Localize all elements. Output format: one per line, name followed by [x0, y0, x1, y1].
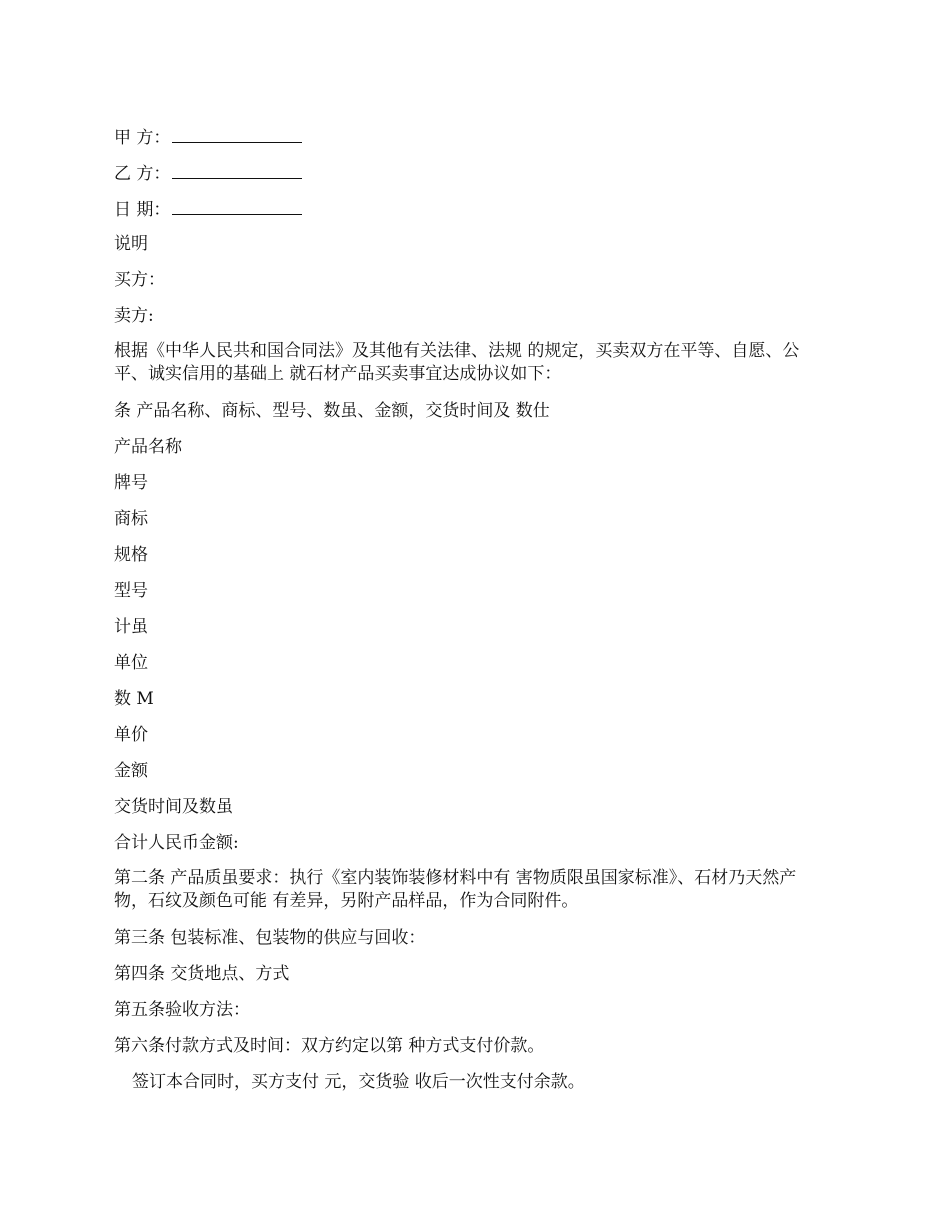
article-5: 第五条验收方法：: [114, 1000, 250, 1020]
party-b-label: 乙 方：: [114, 164, 171, 184]
total-amount-line: 合计人民币金额:: [114, 833, 239, 853]
item-delivery-time: 交货时间及数虽: [114, 797, 233, 817]
contract-body: [114, 124, 830, 1106]
party-a-field: [114, 124, 830, 160]
section-shuoming: 说明: [114, 234, 148, 254]
article-6: 第六条付款方式及时间：双方约定以第 种方式支付价款。: [114, 1036, 545, 1056]
date-label: 日 期：: [114, 200, 171, 220]
article-1: 条 产品名称、商标、型号、数虽、金额，交货时间及 数仕: [114, 401, 550, 421]
item-unit: 单位: [114, 653, 148, 673]
item-trademark: 商标: [114, 509, 148, 529]
item-product-name: 产品名称: [114, 437, 182, 457]
intro-paragraph: 根据《中华人民共和国合同法》及其他有关法律、法规 的规定，买卖双方在平等、自愿、公平、诚实信用的基础上 就石材产品买卖事宜达成协议如下：: [114, 341, 800, 384]
item-amount: 金额: [114, 761, 148, 781]
buyer-line: 买方：: [114, 270, 165, 290]
item-model: 型号: [114, 581, 148, 601]
item-unit-price: 单价: [114, 725, 148, 745]
article-3: 第三条 包装标准、包装物的供应与回收：: [114, 928, 426, 948]
party-b-blank: [172, 160, 302, 179]
seller-line: 卖方:: [114, 306, 154, 326]
payment-option-1: 签订本合同时，买方支付 元，交货验 收后一次性支付余款。: [132, 1072, 585, 1092]
item-brand-number: 牌号: [114, 473, 148, 493]
item-quantity: 数 M: [114, 689, 154, 709]
date-blank: [172, 196, 302, 215]
article-4: 第四条 交货地点、方式: [114, 964, 290, 984]
item-measure: 计虽: [114, 617, 148, 637]
party-a-blank: [172, 124, 302, 143]
item-specification: 规格: [114, 545, 148, 565]
party-b-field: [114, 160, 830, 196]
article-2: 第二条 产品质虽要求：执行《室内装饰装修材料中有 害物质限虽国家标准》、石材乃天然产物，石纹及颜色可能 有差异，另附产品样品，作为合同附件。: [114, 868, 797, 911]
party-a-label: 甲 方：: [114, 128, 171, 148]
date-field: [114, 196, 830, 232]
